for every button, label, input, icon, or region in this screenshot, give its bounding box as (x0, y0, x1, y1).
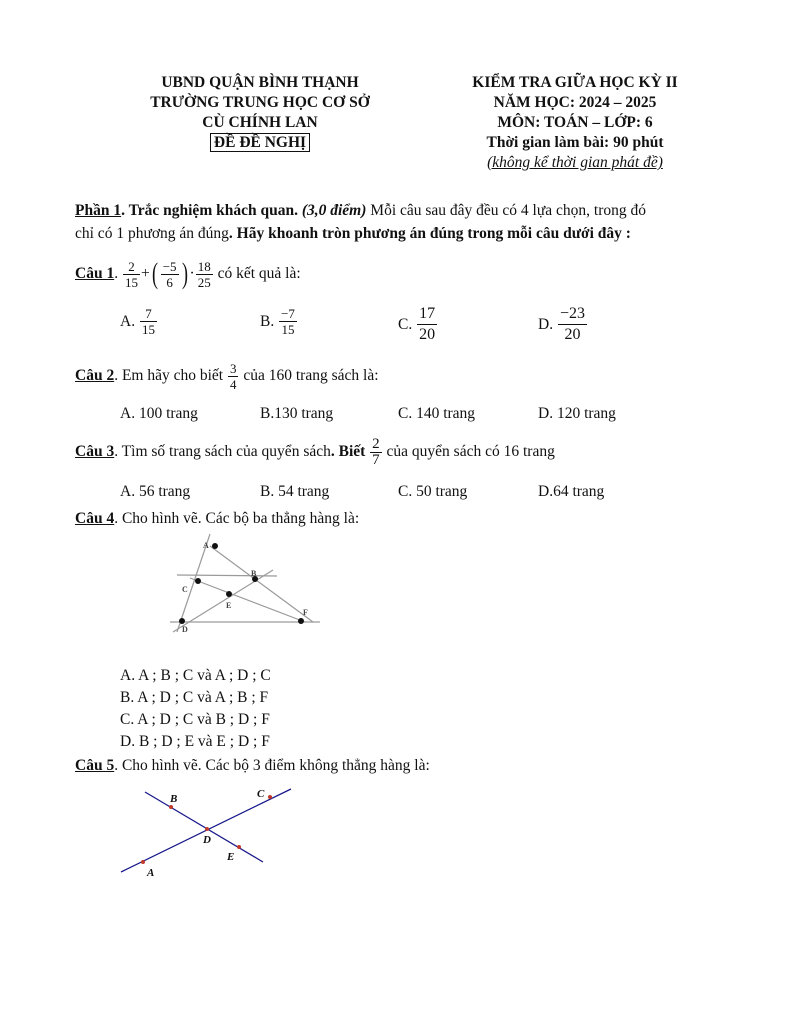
label-c: C (257, 788, 265, 800)
question-2: Câu 2 . Em hãy cho biết $\frac{3}{4}$ của 160 trang sách là: (75, 360, 379, 392)
q3-option-b[interactable]: B. 54 trang (260, 483, 330, 500)
q4-option-a[interactable]: A. A ; B ; C và A ; D ; C (120, 667, 271, 684)
line-cef (190, 578, 305, 622)
q4-option-c[interactable]: C. A ; D ; C và B ; D ; F (120, 711, 270, 728)
exam-duration-note: (không kể thời gian phát đề) (487, 154, 663, 171)
q4-option-d[interactable]: D. B ; D ; E và E ; D ; F (120, 733, 270, 750)
q2-fraction: $\frac{3}{4}$ (229, 360, 237, 392)
label-b: B (170, 793, 178, 805)
point-b (169, 805, 173, 809)
label-f: F (303, 608, 308, 617)
exam-duration: Thời gian làm bài: 90 phút (486, 134, 664, 151)
question-5-label: Câu 5 (75, 757, 115, 774)
label-d: D (203, 834, 211, 846)
question-4-label: Câu 4 (75, 510, 115, 527)
subject-grade: MÔN: TOÁN – LỚP: 6 (497, 114, 653, 131)
q3-option-a[interactable]: A. 56 trang (120, 483, 191, 500)
q1-fraction-2: $\frac{-5}{6}$ (162, 258, 177, 290)
q4-option-b[interactable]: B. A ; D ; C và A ; B ; F (120, 689, 269, 706)
q3-option-c[interactable]: C. 50 trang (398, 483, 468, 500)
question-1-label: Câu 1 (75, 265, 115, 282)
point-d (205, 827, 209, 831)
q1-fraction-1: $\frac{2}{15}$ (124, 258, 138, 290)
part1-instruction-2a: chỉ có 1 phương án đúng (75, 225, 229, 242)
line-cb (177, 575, 277, 576)
question-2-label: Câu 2 (75, 367, 115, 384)
point-e (237, 845, 241, 849)
question-1-tail: có kết quả là: (217, 265, 301, 282)
q4-figure (165, 530, 325, 640)
part1-heading-text: . Trắc nghiệm khách quan. (121, 202, 298, 219)
label-d: D (182, 625, 188, 634)
question-1: Câu 1 . $\frac{2}{15}$ + ( $\frac{-5}{6}$ ) · $\frac{18}{25}$ có kết quả là: (75, 257, 301, 290)
part1-points: (3,0 điểm) (301, 202, 367, 219)
q2-option-c[interactable]: C. 140 trang (398, 405, 476, 422)
q2-option-a[interactable]: A. 100 trang (120, 405, 198, 422)
point-a (212, 543, 218, 549)
label-a: A (203, 541, 209, 550)
part1-instruction-line2 (75, 223, 631, 245)
exam-title: KIỂM TRA GIỮA HỌC KỲ II (472, 74, 678, 91)
part1-heading (75, 200, 646, 222)
point-c (195, 578, 201, 584)
q1-option-c[interactable]: C. $\frac{17}{20}$ (398, 305, 436, 343)
school-header (110, 73, 410, 153)
part1-title: Phần 1 (75, 202, 122, 219)
school-type: TRƯỜNG TRUNG HỌC CƠ SỞ (150, 94, 370, 111)
point-a (141, 860, 145, 864)
q1-option-b[interactable]: B. $\frac{-7}{15}$ (260, 306, 295, 337)
question-3-label: Câu 3 (75, 443, 115, 460)
part1-instruction-1: Mỗi câu sau đây đều có 4 lựa chọn, trong đó (366, 202, 646, 219)
q5-figure (115, 782, 300, 882)
label-e: E (227, 851, 235, 863)
question-4: Câu 4. Cho hình vẽ. Các bộ ba thẳng hàng là: (75, 510, 360, 527)
point-f (298, 618, 304, 624)
point-d (179, 618, 185, 624)
q1-fraction-3: $\frac{18}{25}$ (197, 258, 211, 290)
q3-fraction: $\frac{2}{7}$ (372, 435, 380, 468)
label-e: E (226, 601, 232, 610)
school-year: NĂM HỌC: 2024 – 2025 (493, 94, 657, 111)
part1-instruction-2b: . Hãy khoanh tròn phương án đúng trong mỗi câu dưới đây : (228, 225, 631, 242)
point-e (226, 591, 232, 597)
q2-option-d[interactable]: D. 120 trang (538, 405, 616, 422)
dot-sign: · (189, 265, 195, 282)
proposal-badge: ĐỀ ĐỀ NGHỊ (210, 133, 310, 152)
q1-option-d[interactable]: D. $\frac{-23}{20}$ (538, 305, 585, 343)
label-c: C (182, 585, 188, 594)
school-name: CÙ CHÍNH LAN (202, 114, 318, 131)
q2-option-b[interactable]: B.130 trang (260, 405, 334, 422)
q1-option-a[interactable]: A. $\frac{7}{15}$ (120, 306, 155, 337)
exam-header (430, 73, 720, 173)
district-name: UBND QUẬN BÌNH THẠNH (161, 74, 359, 91)
question-5: Câu 5. Cho hình vẽ. Các bộ 3 điểm không thẳng hàng là: (75, 757, 430, 774)
q3-option-d[interactable]: D.64 trang (538, 483, 605, 500)
label-b: B (251, 569, 257, 578)
label-a: A (147, 867, 155, 879)
question-3: Câu 3 . Tìm số trang sách của quyển sách . Biết $\frac{2}{7}$ của quyển sách có 16 trang (75, 435, 555, 468)
line-abf (210, 546, 313, 622)
point-c (268, 795, 272, 799)
plus-sign: + (140, 265, 150, 282)
